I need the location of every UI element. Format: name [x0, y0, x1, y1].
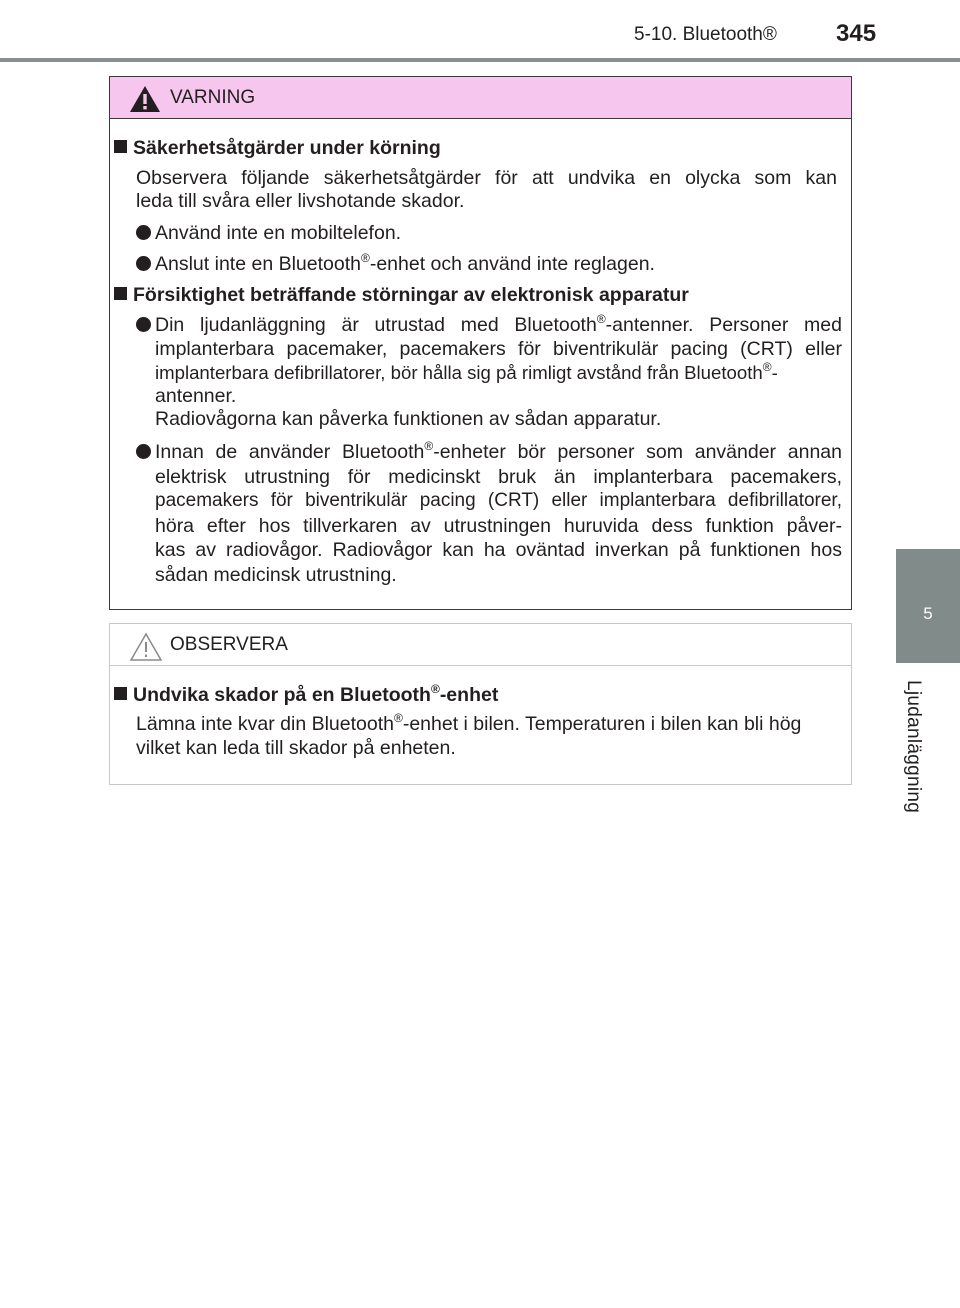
header-rule — [0, 58, 960, 62]
notice-line1-a: Lämna inte kvar din Bluetooth — [136, 713, 394, 735]
warning-bullet-4-line4: höra efter hos tillverkaren av utrustningen huruvida dess funktion påver- — [155, 515, 842, 537]
round-bullet-icon — [136, 225, 151, 240]
warning-bullet-4-text-b: -enheter bör personer som använder annan — [433, 441, 842, 463]
page-number: 345 — [836, 20, 877, 47]
chapter-number: 5 — [923, 604, 933, 623]
header-section-title: 5-10. Bluetooth® — [634, 24, 777, 45]
warning-bullet-3-line3-a: implanterbara defibrillatorer, bör hålla sig på rimligt avstånd från Bluetooth — [155, 362, 763, 383]
warning-bullet-4-line1 — [136, 440, 842, 464]
warning-bullet-4-line3: pacemakers för biventrikulär pacing (CRT) eller implanterbara defibrillatorer, — [155, 490, 842, 511]
warning-bullet-3-line2: implanterbara pacemaker, pacemakers för biventrikulär pacing (CRT) eller — [155, 338, 842, 360]
round-bullet-icon — [136, 256, 151, 271]
warning-s1-title — [114, 136, 441, 160]
warning-bullet-3-line3 — [155, 361, 778, 385]
registered-mark: ® — [394, 711, 403, 725]
notice-line2: vilket kan leda till skador på enheten. — [136, 737, 456, 759]
notice-s1-title — [114, 683, 498, 707]
chapter-label: Ljudanläggning — [903, 680, 924, 814]
warning-bullet-4-line6: sådan medicinsk utrustning. — [155, 564, 397, 586]
square-bullet-icon — [114, 287, 127, 300]
notice-line1-b: -enhet i bilen. Temperaturen i bilen kan bli hög — [402, 713, 802, 735]
warning-s1-line2: leda till svåra eller livshotande skador. — [136, 190, 465, 212]
warning-bullet-3-line3-b: - — [771, 362, 778, 383]
registered-mark: ® — [360, 251, 370, 265]
warning-heading: VARNING — [170, 87, 256, 108]
warning-bullet-2 — [136, 252, 655, 276]
square-bullet-icon — [114, 687, 127, 700]
warning-s2-title-text: Försiktighet beträffande störningar av elektronisk apparatur — [133, 284, 689, 306]
registered-mark: ® — [430, 682, 440, 696]
warning-bullet-1-text: Använd inte en mobiltelefon. — [155, 222, 402, 244]
registered-mark: ® — [424, 439, 434, 453]
warning-bullet-4-line5: kas av radiovågor. Radiovågor kan ha oväntad inverkan på funktionen hos — [155, 539, 842, 561]
registered-mark: ® — [596, 312, 606, 326]
square-bullet-icon — [114, 140, 127, 153]
warning-s1-line1: Observera följande säkerhetsåtgärder för att undvika en olycka som kan — [136, 167, 837, 189]
warning-bullet-4-text-a: Innan de använder Bluetooth — [155, 441, 425, 463]
warning-bullet-3-line4: antenner. — [155, 385, 237, 407]
notice-s1-title-a: Undvika skador på en Bluetooth — [133, 684, 431, 706]
warning-bullet-3-line1 — [136, 313, 842, 337]
warning-triangle-icon — [129, 85, 161, 113]
notice-heading: OBSERVERA — [170, 634, 288, 655]
warning-bullet-1 — [136, 221, 401, 245]
notice-line1 — [136, 712, 801, 736]
notice-s1-title-b: -enhet — [439, 684, 499, 706]
warning-bullet-2-text-b: -enhet och använd inte reglagen. — [369, 253, 655, 275]
registered-mark: ® — [762, 360, 772, 374]
warning-bullet-2-text-a: Anslut inte en Bluetooth — [155, 253, 361, 275]
warning-header — [110, 77, 851, 119]
round-bullet-icon — [136, 317, 151, 332]
warning-bullet-3-text-a: Din ljudanläggning är utrustad med Bluetooth — [155, 314, 597, 336]
warning-bullet-4-line2: elektrisk utrustning för medicinskt bruk än implanterbara pacemakers, — [155, 466, 842, 488]
warning-bullet-3-line5: Radiovågorna kan påverka funktionen av sådan apparatur. — [155, 408, 662, 430]
notice-header — [110, 624, 851, 666]
round-bullet-icon — [136, 444, 151, 459]
caution-triangle-icon — [129, 632, 163, 662]
warning-s2-title — [114, 283, 689, 307]
warning-bullet-3-text-b: -antenner. Personer med — [605, 314, 842, 336]
warning-s1-title-text: Säkerhetsåtgärder under körning — [133, 137, 441, 159]
